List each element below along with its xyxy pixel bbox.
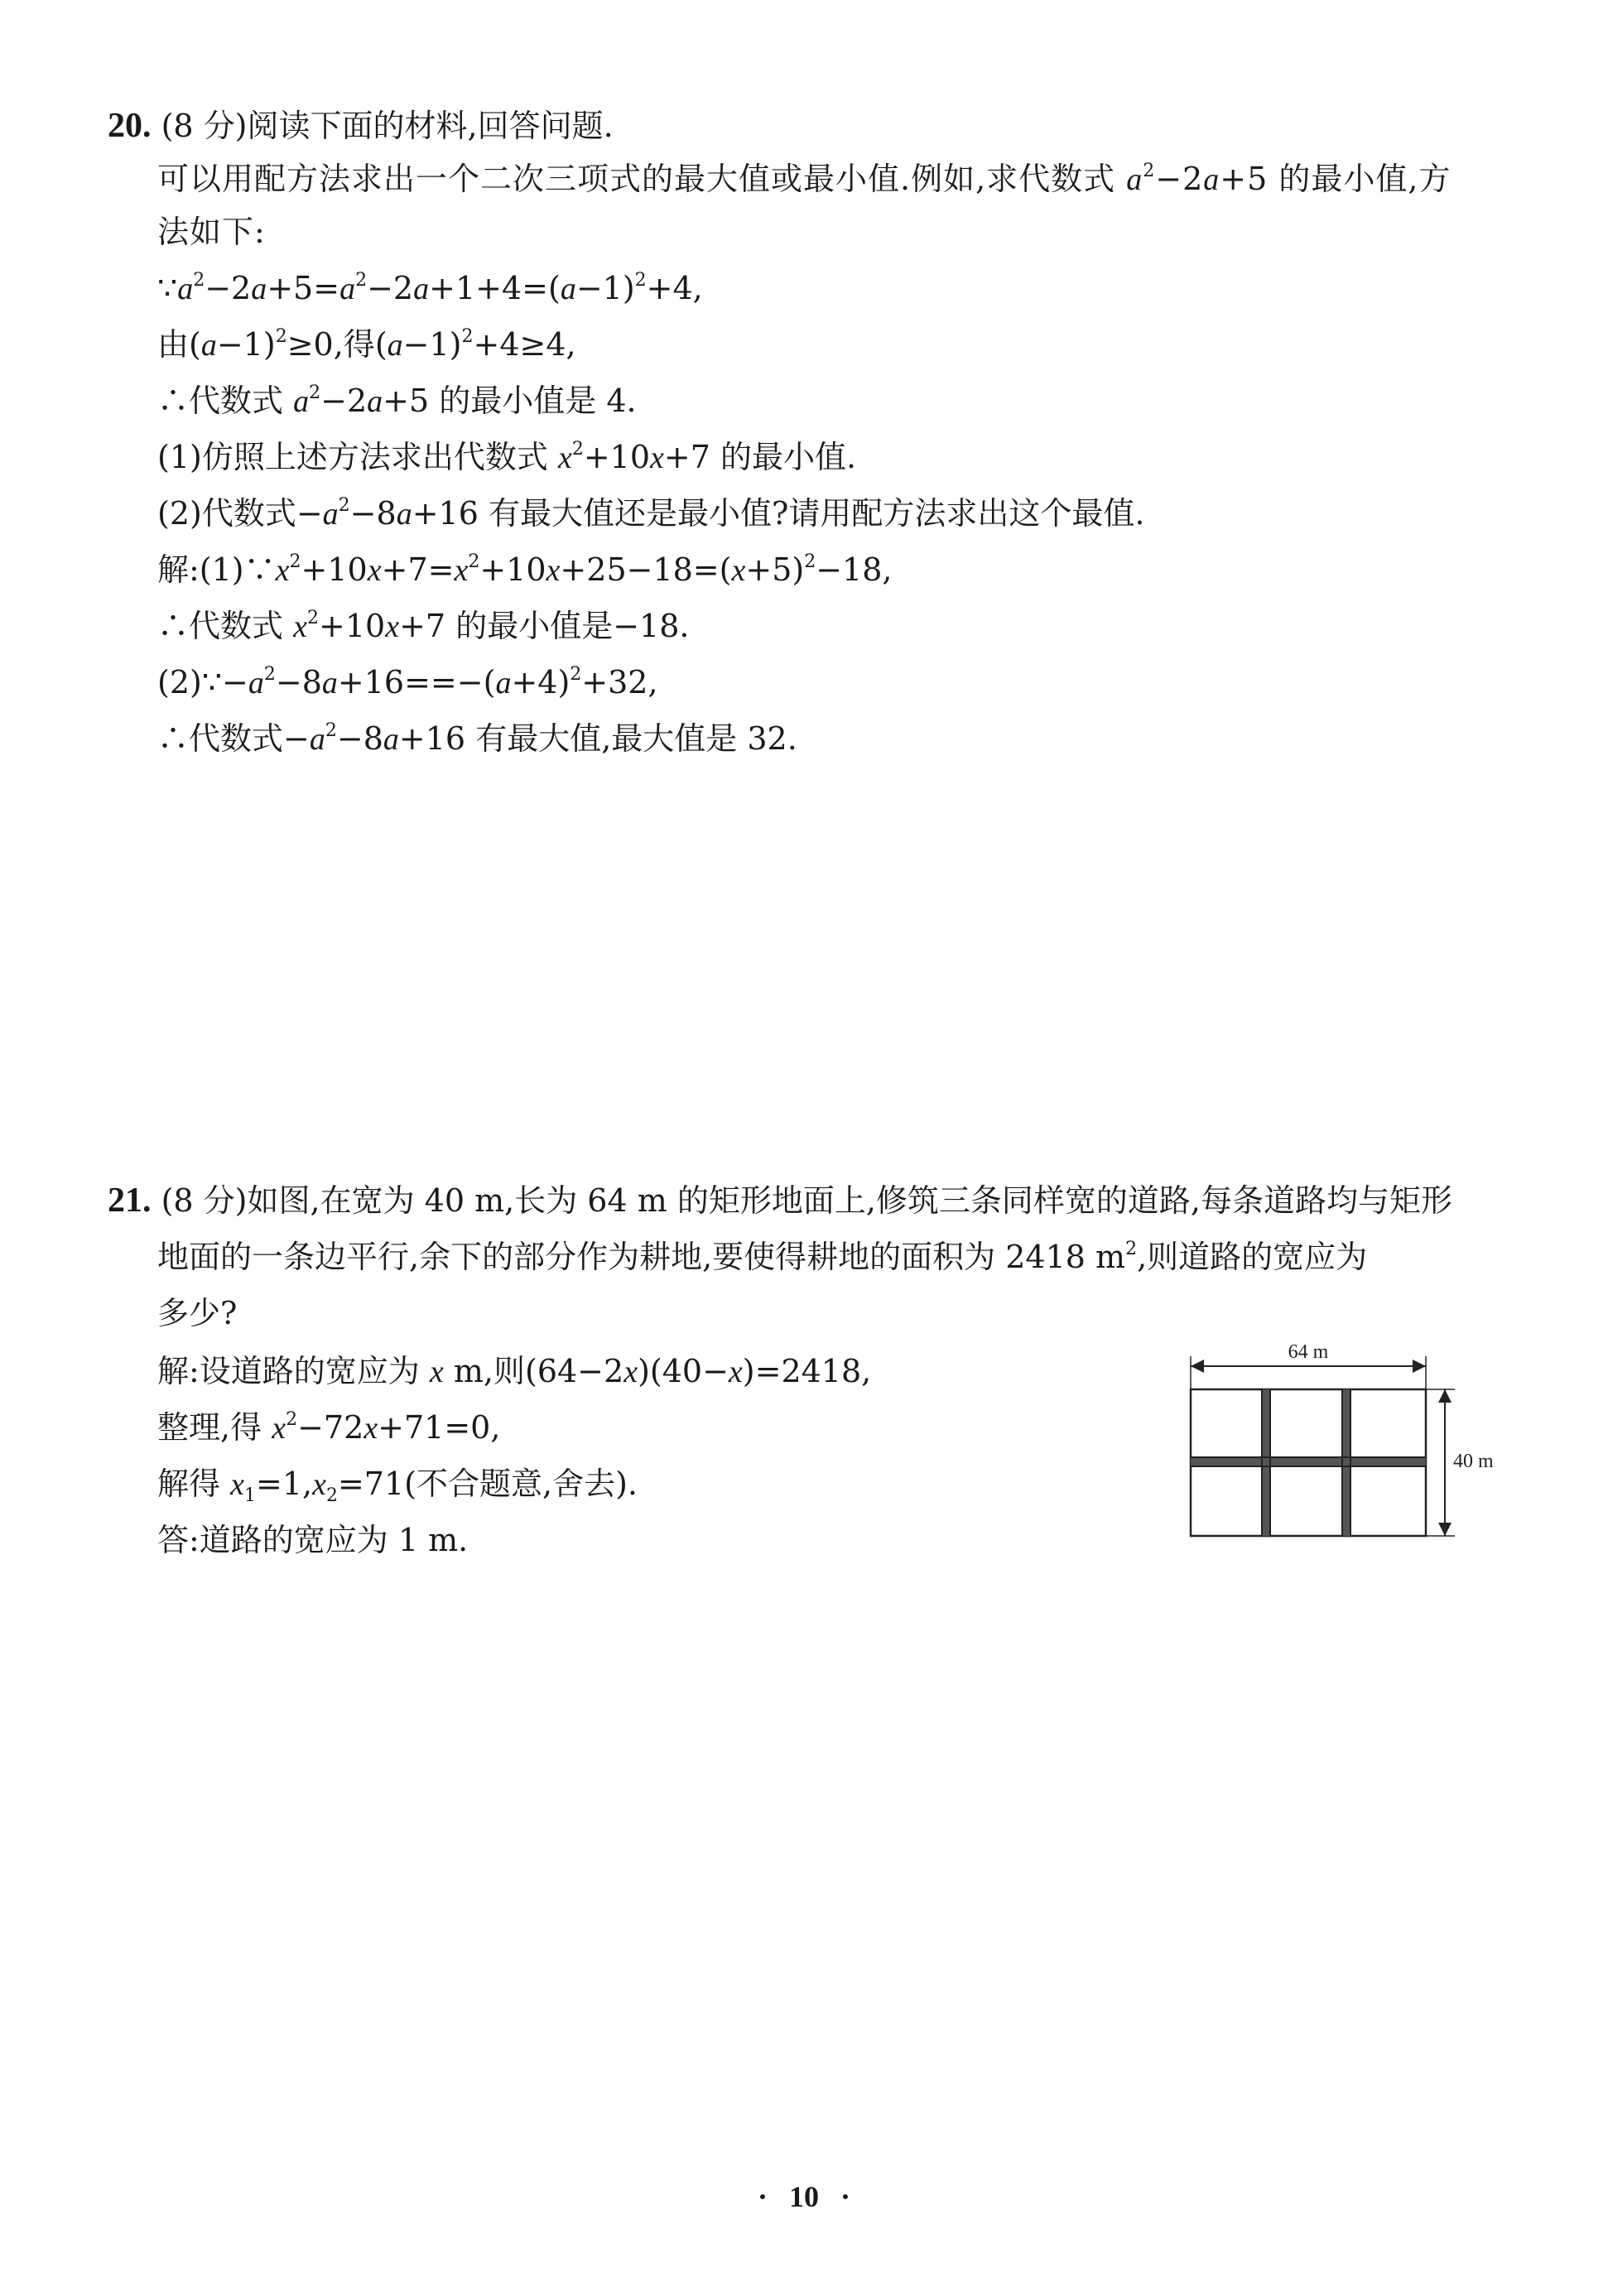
q20-solution2: $(2)\because-a^2-8a+16==-(a+4)^2+32$, [157, 664, 658, 700]
q20-example-conclusion: ∴代数式 $a^2-2a+5$ 的最小值是 4. [157, 383, 637, 419]
q20-solution1: 解$:(1)\because x^2+10x+7=x^2+10x+25-18=(x+5)^2-18$, [157, 551, 893, 588]
q21-header: 21. (8 分)如图,在宽为 40 m,长为 64 m 的矩形地面上,修筑三条同样宽的道路,每条道路均与矩形 [108, 1182, 1453, 1220]
q21-points: (8 分) [161, 1182, 248, 1219]
q20-prompt: 阅读下面的材料,回答问题. [247, 108, 614, 144]
q20-number: 20. [108, 107, 152, 145]
height-label: 40 m [1453, 1451, 1494, 1472]
q20-part1: (1)仿照上述方法求出代数式 $x^2+10x+7$ 的最小值. [157, 439, 857, 475]
q21-answer: 答:道路的宽应为 1 m. [157, 1522, 469, 1558]
q20-solution2-conclusion: ∴代数式$-a^2-8a+16$ 有最大值,最大值是 32. [157, 720, 797, 757]
q20-intro-line1: 可以用配方法求出一个二次三项式的最大值或最小值.例如,求代数式 $a^2-2a+5$ 的最小值,方 [157, 161, 1452, 197]
q21-text-line3: 多少? [157, 1295, 238, 1331]
horizontal-road [1191, 1457, 1426, 1466]
q20-solution1-conclusion: ∴代数式 $x^2+10x+7$ 的最小值是−18. [157, 608, 690, 644]
width-label: 64 m [1288, 1341, 1329, 1363]
q20-intro-line2: 法如下: [157, 214, 266, 250]
q21-solution-roots: 解得 $x_1=1,x_2=71$(不合题意,舍去). [157, 1466, 638, 1506]
q21-number: 21. [108, 1182, 152, 1220]
vertical-road-right [1342, 1389, 1350, 1536]
q21-solution-setup: 解:设道路的宽应为 x m,则(64−2x)(40−x)=2418, [157, 1353, 872, 1389]
vertical-road-left [1262, 1389, 1270, 1536]
q21-text-line2: 地面的一条边平行,余下的部分作为耕地,要使得耕地的面积为 2418 $m^2$,则道路的宽应为 [157, 1239, 1368, 1275]
q20-points: (8 分) [161, 108, 248, 144]
q20-example-step1: $\because a^2-2a+5=a^2-2a+1+4=(a-1)^2+4$, [157, 270, 703, 306]
q21-road-figure [1180, 1333, 1494, 1548]
q20-example-step2: 由$(a-1)^2\ge 0$,得$(a-1)^2+4\ge 4$, [157, 326, 576, 363]
q20-part2: (2)代数式$-a^2-8a+16$ 有最大值还是最小值?请用配方法求出这个最值. [157, 495, 1145, 532]
q20-header [108, 106, 614, 146]
q21-solution-simplify: 整理,得 $x^2-72x+71=0$, [157, 1409, 501, 1446]
page-number: · 10 · [757, 2180, 851, 2213]
